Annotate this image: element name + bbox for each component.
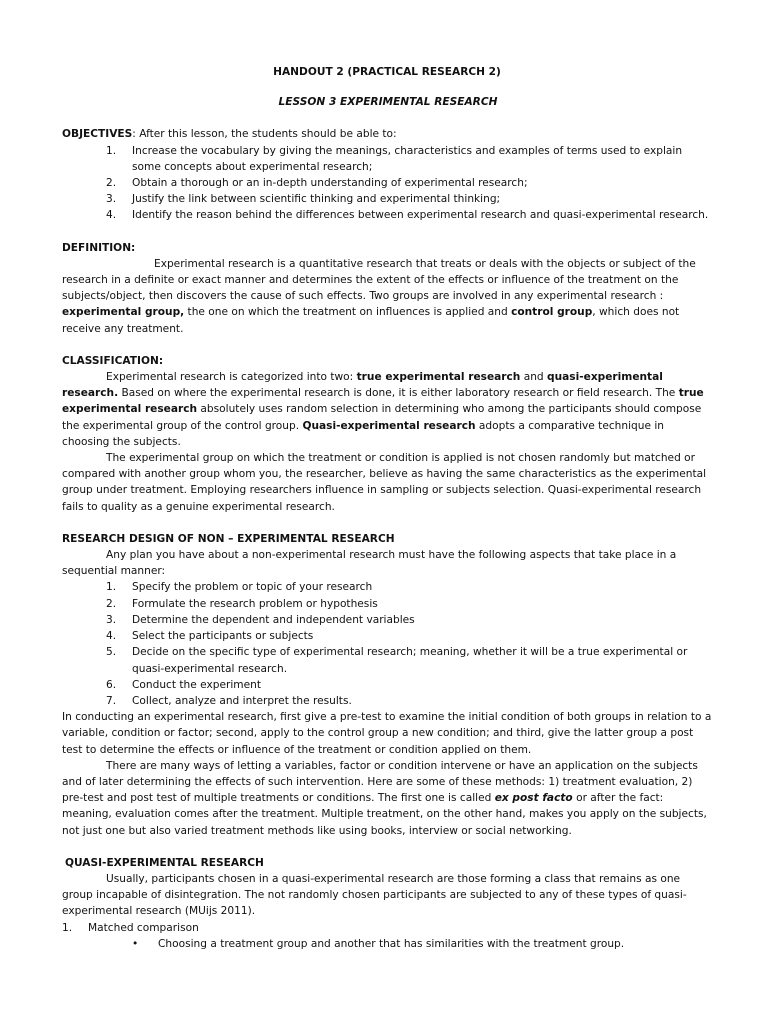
objectives-intro-text: : After this lesson, the students should be able to: — [132, 128, 397, 141]
list-item: 2. Obtain a thorough or an in-depth understanding of experimental research; — [106, 177, 528, 190]
list-item: 4. Identify the reason behind the differences between experimental research and quasi-experimental research. — [106, 209, 709, 222]
objectives-section — [62, 126, 714, 223]
lesson-title: LESSON 3 EXPERIMENTAL RESEARCH — [278, 96, 498, 109]
list-item: 6. Conduct the experiment — [106, 678, 261, 691]
quasi-bullets — [62, 936, 714, 952]
quasi-types-list — [62, 920, 714, 936]
list-item: 1. Specify the problem or topic of your research — [106, 581, 373, 594]
quasi-experimental-section — [62, 855, 714, 952]
ex-post-facto-term: ex post facto — [494, 792, 573, 805]
classification-paragraph-1: Experimental research is categorized into two: true experimental research and quasi-experimental research. Based on where the experimental research is done, it is either laboratory research or field research. The true experimental research absolutely uses random selection in determining who among the participants should compose the experimental group of the control group. Quasi-experimental research adopts a comparative technique in choosing the subjects. — [62, 371, 704, 448]
objectives-label: OBJECTIVES — [62, 128, 133, 141]
definition-section — [62, 240, 714, 337]
list-item: 5. Decide on the specific type of experimental research; meaning, whether it will be a true experimental or quasi-experimental research. — [106, 646, 688, 675]
research-design-section — [62, 531, 714, 839]
quasi-experimental-intro: Usually, participants chosen in a quasi-experimental research are those forming a class that remains as one group incapable of disintegration. The not randomly chosen participants are subjected to any of these types of quasi-experimental research (MUijs 2011). — [62, 872, 687, 918]
handout-title: HANDOUT 2 (PRACTICAL RESEARCH 2) — [273, 66, 501, 78]
list-item: 1. Increase the vocabulary by giving the meanings, characteristics and examples of terms used to explain some concepts about experimental research; — [106, 144, 683, 173]
pretest-paragraph: In conducting an experimental research, first give a pre-test to examine the initial condition of both groups in relation to a variable, condition or factor; second, apply to the control group a new condition; and third, give the latter group a post test to determine the effects or influence of the treatment or condition applied on them. — [62, 711, 712, 756]
list-item: 7. Collect, analyze and interpret the results. — [106, 694, 352, 707]
definition-paragraph: Experimental research is a quantitative research that treats or deals with the objects or subject of the research in a definite or exact manner and determines the extent of the effects or influence of the treatment on the subjects/object, then discovers the cause of such effects. Two groups are involved in any experimental research : experimental group, the one on which the treatment on influences is applied and control group, which does not receive any treatment. — [62, 257, 696, 335]
research-design-heading: RESEARCH DESIGN OF NON – EXPERIMENTAL RESEARCH — [62, 532, 395, 545]
classification-paragraph-2: The experimental group on which the treatment or condition is applied is not chosen randomly but matched or compared with another group whom you, the researcher, believe as having the same characteristics as the experimental group under treatment. Employing researchers influence in sampling or subjects selection. Quasi-experimental research fails to quality as a genuine experimental research. — [62, 452, 707, 513]
definition-heading: DEFINITION: — [62, 241, 136, 254]
research-design-steps — [62, 579, 714, 709]
list-item: 2. Formulate the research problem or hypothesis — [106, 597, 378, 610]
list-item: 1. Matched comparison — [62, 921, 199, 934]
classification-section — [62, 353, 714, 515]
list-item: • Choosing a treatment group and another that has similarities with the treatment group. — [62, 936, 714, 952]
classification-heading: CLASSIFICATION: — [62, 354, 164, 367]
objectives-intro — [62, 126, 714, 142]
bullet-icon: • — [132, 937, 139, 950]
research-design-intro: Any plan you have about a non-experimental research must have the following aspects that take place in a sequential manner: — [62, 549, 677, 578]
list-item: 3. Determine the dependent and independent variables — [106, 613, 415, 626]
document-body — [62, 64, 714, 952]
objectives-list — [62, 143, 714, 224]
list-item: 3. Justify the link between scientific thinking and experimental thinking; — [106, 193, 501, 206]
quasi-experimental-heading: QUASI-EXPERIMENTAL RESEARCH — [65, 856, 264, 869]
list-item: 4. Select the participants or subjects — [106, 630, 314, 643]
methods-paragraph: There are many ways of letting a variables, factor or condition intervene or have an application on the subjects and of later determining the effects of such intervention. Here are some of these methods: 1) treatment evaluation, 2) pre-test and post test of multiple treatments or conditions. The first one is called ex post facto or after the fact: meaning, evaluation comes after the treatment. Multiple treatment, on the other hand, makes you apply on the subjects, not just one but also varied treatment methods like using books, interview or social networking. — [62, 759, 707, 837]
